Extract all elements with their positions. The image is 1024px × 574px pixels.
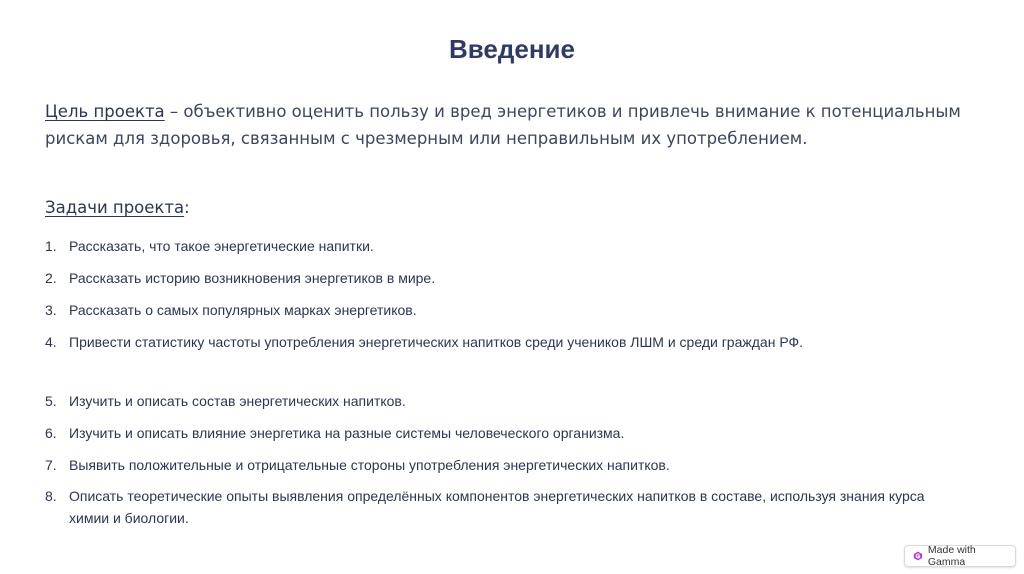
task-item-1 — [45, 235, 965, 257]
badge-label: Made with Gamma — [927, 544, 976, 568]
task-text: Рассказать, что такое энергетические напитки. — [69, 238, 374, 254]
goal-label: Цель проекта — [45, 102, 165, 121]
task-text: Рассказать историю возникновения энергетиков в мире. — [69, 270, 436, 286]
task-item-4 — [45, 331, 965, 353]
task-item-5 — [45, 390, 965, 412]
made-with-gamma-badge[interactable] — [904, 545, 1016, 567]
slide-title: Введение — [449, 34, 575, 64]
task-number: 1. — [45, 238, 57, 254]
task-number: 3. — [45, 302, 57, 318]
task-text: Описать теоретические опыты выявления определённых компонентов энергетических напитков в составе, используя знания курса химии и биологии. — [69, 488, 925, 526]
task-item-3 — [45, 299, 965, 321]
task-item-6 — [45, 422, 965, 444]
task-number: 2. — [45, 270, 57, 286]
task-item-8 — [45, 485, 965, 529]
tasks-label: Задачи проекта — [45, 198, 185, 217]
task-number: 7. — [45, 457, 57, 473]
task-number: 4. — [45, 334, 57, 350]
gamma-logo-icon — [913, 551, 923, 561]
tasks-heading — [45, 196, 190, 220]
task-text: Рассказать о самых популярных марках энергетиков. — [69, 302, 417, 318]
tasks-colon: : — [184, 198, 190, 217]
task-text: Привести статистику частоты употребления энергетических напитков среди учеников ЛШМ и среди граждан РФ. — [69, 334, 804, 350]
task-item-7 — [45, 454, 965, 476]
goal-text: – объективно оценить пользу и вред энергетиков и привлечь внимание к потенциальным рискам для здоровья, связанным с чрезмерным или неправильным их употреблением. — [45, 102, 961, 148]
task-text: Изучить и описать состав энергетических напитков. — [69, 393, 406, 409]
task-text: Изучить и описать влияние энергетика на разные системы человеческого организма. — [69, 425, 625, 441]
task-number: 5. — [45, 393, 57, 409]
project-goal — [45, 98, 975, 152]
task-item-2 — [45, 267, 965, 289]
task-number: 6. — [45, 425, 57, 441]
task-number: 8. — [45, 488, 57, 504]
task-text: Выявить положительные и отрицательные стороны употребления энергетических напитков. — [69, 457, 670, 473]
